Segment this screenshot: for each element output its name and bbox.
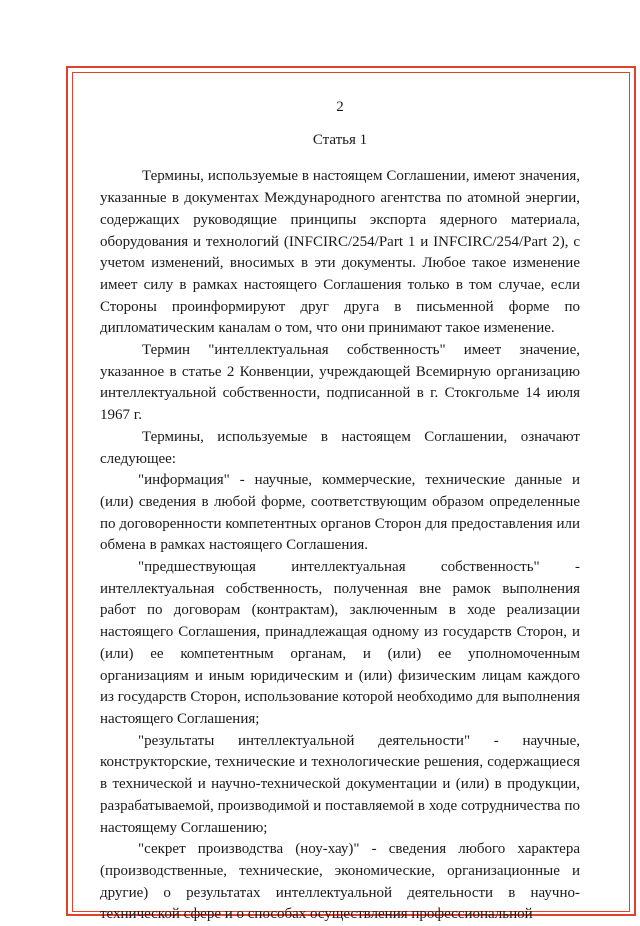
paragraph-terms-iaea: Термины, используемые в настоящем Соглашении, имеют значения, указанные в документах Международного агентства по атомной энергии, содержащих руководящие принципы экспорта ядерного материала, оборудования и технологий (INFCIRC/254/Part 1 и INFCIRC/254/Part 2), с учетом изменений, вносимых в эти документы. Любое такое изменение имеет силу в рамках настоящего Соглашения только в том случае, если Стороны проинформируют друг друга в письменной форме по дипломатическим каналам о том, что они принимают такое изменение. (100, 168, 580, 337)
paragraph-terms-intro: Термины, используемые в настоящем Соглашении, означают следующее: (100, 428, 580, 467)
document-body (100, 97, 580, 926)
definition-know-how: "секрет производства (ноу-хау)" - сведения любого характера (производственные, технические, экономические, организационные и другие) о результатах интеллектуальной деятельности в научно-технической сфере и о способах осуществления профессиональной (100, 841, 580, 923)
article-title: Статья 1 (312, 131, 368, 148)
page-number: 2 (336, 99, 344, 115)
definition-information: "информация" - научные, коммерческие, технические данные и (или) сведения в любой форме, соответствующим образом определенные по договоренности компетентных органов Сторон для предоставления или обмена в рамках настоящего Соглашения. (100, 472, 580, 554)
definition-prior-ip: "предшествующая интеллектуальная собственность" - интеллектуальная собственность, полученная вне рамок выполнения работ по договорам (контрактам), заключенным в ходе реализации настоящего Соглашения, принадлежащая одному из государств Сторон, и (или) ее компетентным органам, и (или) ее уполномоченным организациям и иным юридическим и (или) физическим лицам каждого из государств Сторон, использование которой необходимо для выполнения настоящего Соглашения; (100, 559, 580, 727)
definition-results: "результаты интеллектуальной деятельности" - научные, конструкторские, технические и технологические решения, содержащиеся в технической и научно-технической документации и (или) в продукции, разрабатываемой, производимой и поставляемой в ходе сотрудничества по настоящему Соглашению; (100, 732, 580, 836)
paragraph-intellectual-property: Термин "интеллектуальная собственность" имеет значение, указанное в статье 2 Конвенции, учреждающей Всемирную организацию интеллектуальной собственности, подписанной в г. Стокгольме 14 июля 1967 г. (100, 342, 580, 424)
